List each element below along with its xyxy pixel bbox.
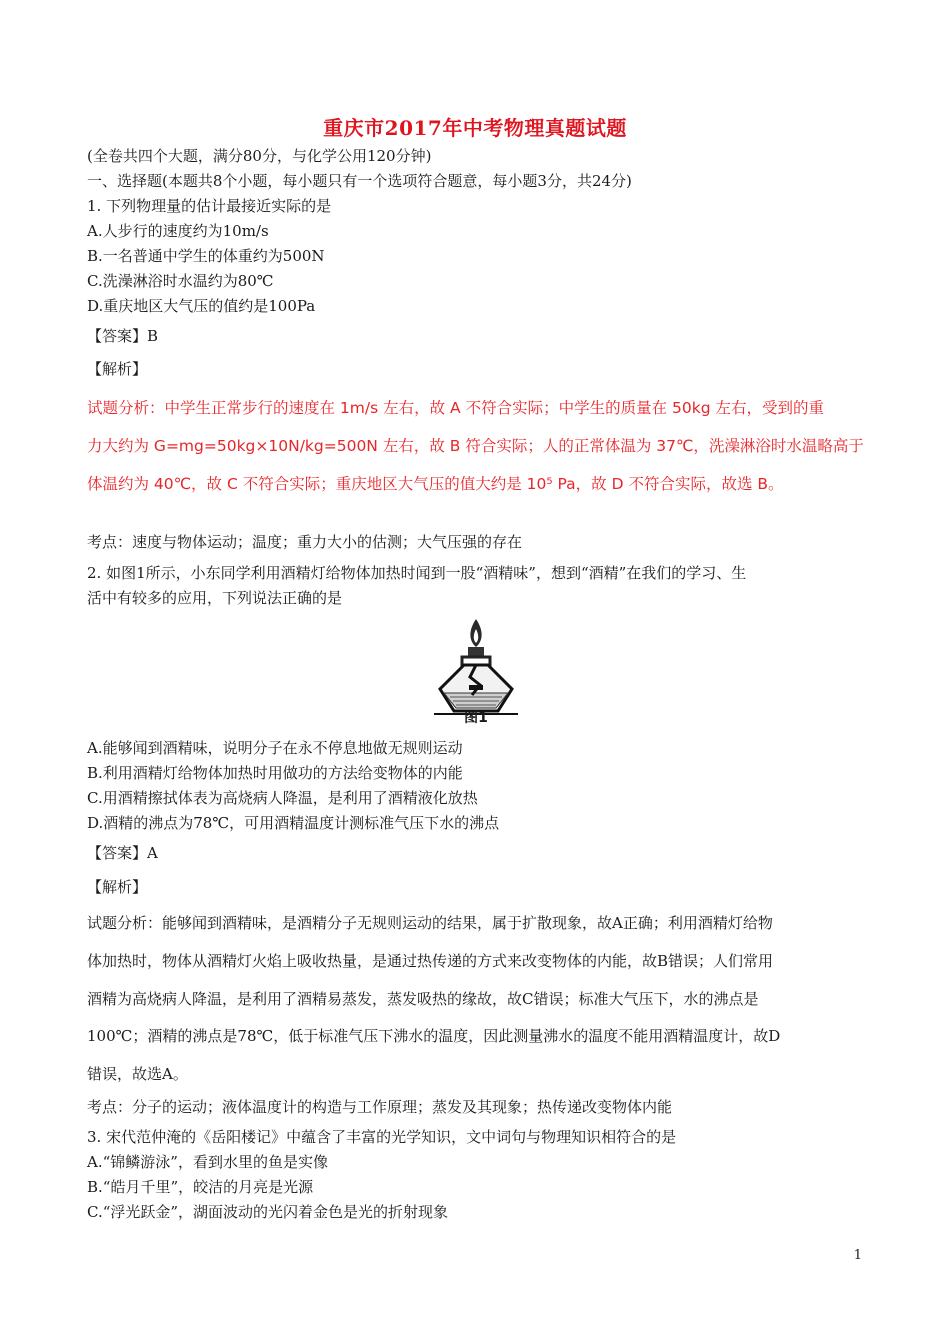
q2-stem-line-2: 活中有较多的应用，下列说法正确的是 — [87, 589, 343, 607]
q2-analysis-line-4: 100℃；酒精的沸点是78℃，低于标准气压下沸水的温度，因此测量沸水的温度不能用酒精温度计，故D — [87, 1027, 781, 1045]
q1-analysis-line-3: 体温约为 40℃，故 C 不符合实际；重庆地区大气压的值大约是 10⁵ Pa，故 D 不符合实际，故选 B。 — [87, 475, 784, 493]
alcohol-lamp-figure — [424, 615, 528, 727]
q1-option-a: A.人步行的速度约为10m/s — [87, 222, 269, 240]
q2-stem-line-1: 2. 如图1所示，小东同学利用酒精灯给物体加热时闻到一股“酒精味”，想到“酒精”在我们的学习、生 — [87, 564, 747, 582]
exam-info: (全卷共四个大题，满分80分，与化学公用120分钟) — [87, 147, 432, 165]
q1-answer: 【答案】B — [87, 327, 159, 345]
q1-analysis-line-2: 力大约为 G=mg=50kg×10N/kg=500N 左右，故 B 符合实际；人的正常体温为 37℃，洗澡淋浴时水温略高于 — [87, 437, 864, 455]
section-heading: 一、选择题(本题共8个小题，每小题只有一个选项符合题意，每小题3分，共24分) — [87, 172, 632, 190]
q2-option-b: B.利用酒精灯给物体加热时用做功的方法给变物体的内能 — [87, 764, 463, 782]
q2-option-d: D.酒精的沸点为78℃，可用酒精温度计测标准气压下水的沸点 — [87, 814, 500, 832]
q1-kaodian: 考点：速度与物体运动；温度；重力大小的估测；大气压强的存在 — [87, 533, 523, 551]
q1-option-c: C.洗澡淋浴时水温约为80℃ — [87, 272, 274, 290]
q3-option-a: A.“锦鳞游泳”，看到水里的鱼是实像 — [87, 1153, 328, 1171]
q2-analysis-line-3: 酒精为高烧病人降温，是利用了酒精易蒸发，蒸发吸热的缘故，故C错误；标准大气压下，水的沸点是 — [87, 990, 759, 1008]
q3-option-b: B.“皓月千里”，皎洁的月亮是光源 — [87, 1178, 314, 1196]
q1-stem: 1. 下列物理量的估计最接近实际的是 — [87, 197, 332, 215]
page-number: 1 — [853, 1248, 862, 1263]
q2-kaodian: 考点：分子的运动；液体温度计的构造与工作原理；蒸发及其现象；热传递改变物体内能 — [87, 1098, 673, 1116]
figure-caption: 图1 — [464, 710, 488, 726]
q2-option-c: C.用酒精擦拭体表为高烧病人降温，是利用了酒精液化放热 — [87, 789, 478, 807]
q3-option-c: C.“浮光跃金”，湖面波动的光闪着金色是光的折射现象 — [87, 1203, 449, 1221]
q1-option-b: B.一名普通中学生的体重约为500N — [87, 247, 325, 265]
q2-answer: 【答案】A — [87, 844, 158, 862]
q2-option-a: A.能够闻到酒精味，说明分子在永不停息地做无规则运动 — [87, 739, 463, 757]
q1-option-d: D.重庆地区大气压的值约是100Pa — [87, 297, 316, 315]
q2-analysis-line-2: 体加热时，物体从酒精灯火焰上吸收热量，是通过热传递的方式来改变物体的内能，故B错误；人们常用 — [87, 952, 774, 970]
q2-analysis-label: 【解析】 — [87, 878, 148, 896]
page-title: 重庆市2017年中考物理真题试题 — [323, 116, 627, 140]
q2-analysis-line-5: 错误，故选A。 — [87, 1065, 188, 1083]
q1-analysis-label: 【解析】 — [87, 360, 148, 378]
q3-stem: 3. 宋代范仲淹的《岳阳楼记》中蕴含了丰富的光学知识，文中词句与物理知识相符合的是 — [87, 1128, 677, 1146]
q2-analysis-line-1: 试题分析：能够闻到酒精味，是酒精分子无规则运动的结果，属于扩散现象，故A正确；利用酒精灯给物 — [87, 914, 773, 932]
q1-analysis-line-1: 试题分析：中学生正常步行的速度在 1m/s 左右，故 A 不符合实际；中学生的质量在 50kg 左右，受到的重 — [87, 399, 824, 417]
